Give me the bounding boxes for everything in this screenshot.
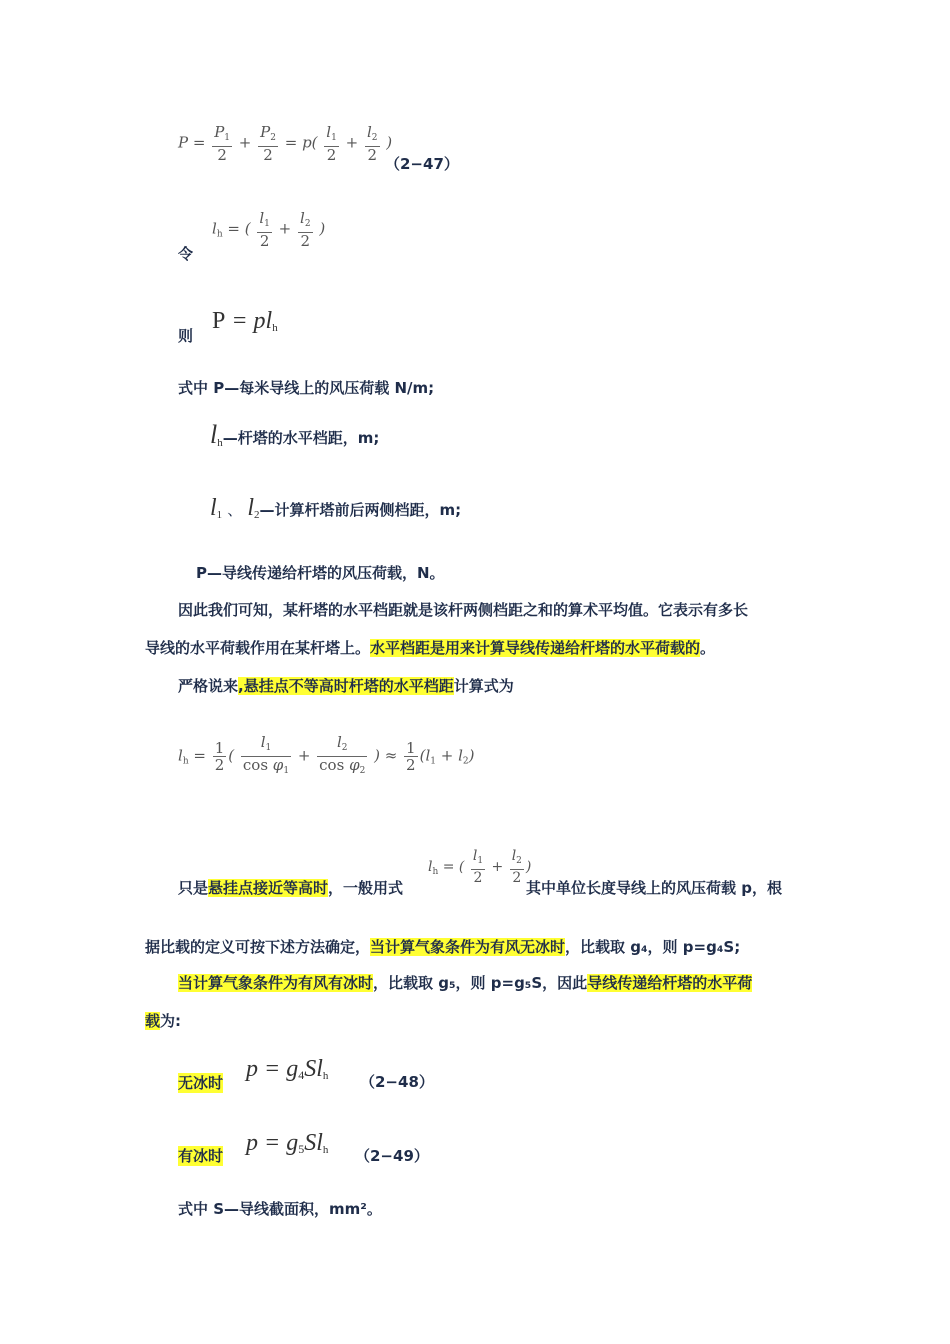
paragraph-3-mid: ，一般用式 <box>328 879 404 897</box>
symbol-separator: 、 <box>227 501 243 519</box>
formula-2-47: P = $\frac{P_1}{2}$ + $\frac{P_2}{2}$ = p( $\frac{l_1}{2}$ + $\frac{l_2}{2}$ ) <box>178 123 393 164</box>
definition-p-prefix: 式中 <box>178 379 209 397</box>
paragraph-4-line-1 <box>178 973 752 993</box>
symbol-lh: $l_h$ <box>210 420 223 449</box>
equation-number-2-48: （2−48） <box>360 1073 434 1091</box>
definition-P-wind: P—导线传递给杆塔的风压荷载，N。 <box>196 564 445 582</box>
paragraph-4-highlight-2: 导线传递给杆塔的水平荷 <box>587 974 753 992</box>
paragraph-3-line-2 <box>145 937 740 957</box>
paragraph-2-highlight: ,悬挂点不等高时杆塔的水平档距 <box>238 677 454 695</box>
paragraph-3-start: 只是 <box>178 879 209 897</box>
formula-lh-inline: $l_h$ = ( $\frac{l_1}{2}$ + $\frac{l_2}{2}$ ) <box>428 848 532 886</box>
paragraph-1-highlight: 水平档距是用来计算导线传递给杆塔的水平荷载的 <box>370 639 701 657</box>
definition-p-text: —每米导线上的风压荷载 N/m; <box>224 379 435 397</box>
symbol-l1: $l_1$ <box>210 495 223 521</box>
formula-no-ice: $p = g_4Sl_h$ <box>246 1056 329 1082</box>
paragraph-2 <box>178 676 514 696</box>
paragraph-2-start: 严格说来 <box>178 677 239 695</box>
definition-lh <box>210 420 379 450</box>
equation-number-2-47: （2−47） <box>385 155 459 173</box>
equation-number-2-49: （2−49） <box>355 1147 429 1165</box>
formula-strict-lh: $l_h$ = $\frac{1}{2}$ ( $\frac{l_1}{\cos \varphi_1}$ + $\frac{l_2}{\cos \varphi_2}$ ) ≈ $\frac{1}{2}$ $(l_1 + l_2)$ <box>178 733 475 776</box>
paragraph-4-line-2 <box>145 1011 181 1031</box>
paragraph-4-end: 为: <box>160 1012 182 1030</box>
paragraph-1-end: 。 <box>700 639 716 657</box>
label-ze: 则 <box>178 327 194 345</box>
formula-P-plh: $P = pl_h$ <box>212 308 278 334</box>
paragraph-3-end: ，比载取 g₄，则 p=g₄S; <box>565 938 741 956</box>
paragraph-3-highlight-2: 当计算气象条件为有风无冰时 <box>370 938 566 956</box>
paragraph-1-text: 导线的水平荷载作用在某杆塔上。 <box>145 639 371 657</box>
symbol-l2: $l_2$ <box>247 495 260 521</box>
definition-p <box>178 378 434 398</box>
paragraph-3-highlight-1: 悬挂点接近等高时 <box>208 879 329 897</box>
paragraph-4-text: ，比载取 g₅，则 p=g₅S，因此 <box>373 974 588 992</box>
formula-ice: $p = g_5Sl_h$ <box>246 1130 329 1156</box>
paragraph-4-highlight-1: 当计算气象条件为有风有冰时 <box>178 974 374 992</box>
paragraph-3-text: 据比载的定义可按下述方法确定， <box>145 938 371 956</box>
paragraph-4-highlight-3: 载 <box>145 1012 161 1030</box>
definition-s: 式中 S—导线截面积，mm²。 <box>178 1200 382 1218</box>
paragraph-3-line-1-end: 其中单位长度导线上的风压荷载 p，根 <box>526 879 782 897</box>
label-no-ice: 无冰时 <box>178 1074 224 1092</box>
definition-l1-l2-text: —计算杆塔前后两侧档距，m; <box>259 501 462 519</box>
label-ling: 令 <box>178 245 194 263</box>
paragraph-1-line-1: 因此我们可知，某杆塔的水平档距就是该杆两侧档距之和的算术平均值。它表示有多长 <box>178 601 749 619</box>
definition-lh-text: —杆塔的水平档距，m; <box>222 429 380 447</box>
paragraph-3-line-1 <box>178 878 403 898</box>
definition-l1-l2 <box>210 495 461 522</box>
label-ice: 有冰时 <box>178 1147 224 1165</box>
formula-lh-definition: $l_h$ = ( $\frac{l_1}{2}$ + $\frac{l_2}{2}$ ) <box>212 209 326 250</box>
paragraph-1-line-2 <box>145 638 715 658</box>
definition-p-symbol: P <box>213 379 225 397</box>
paragraph-2-end: 计算式为 <box>453 677 514 695</box>
